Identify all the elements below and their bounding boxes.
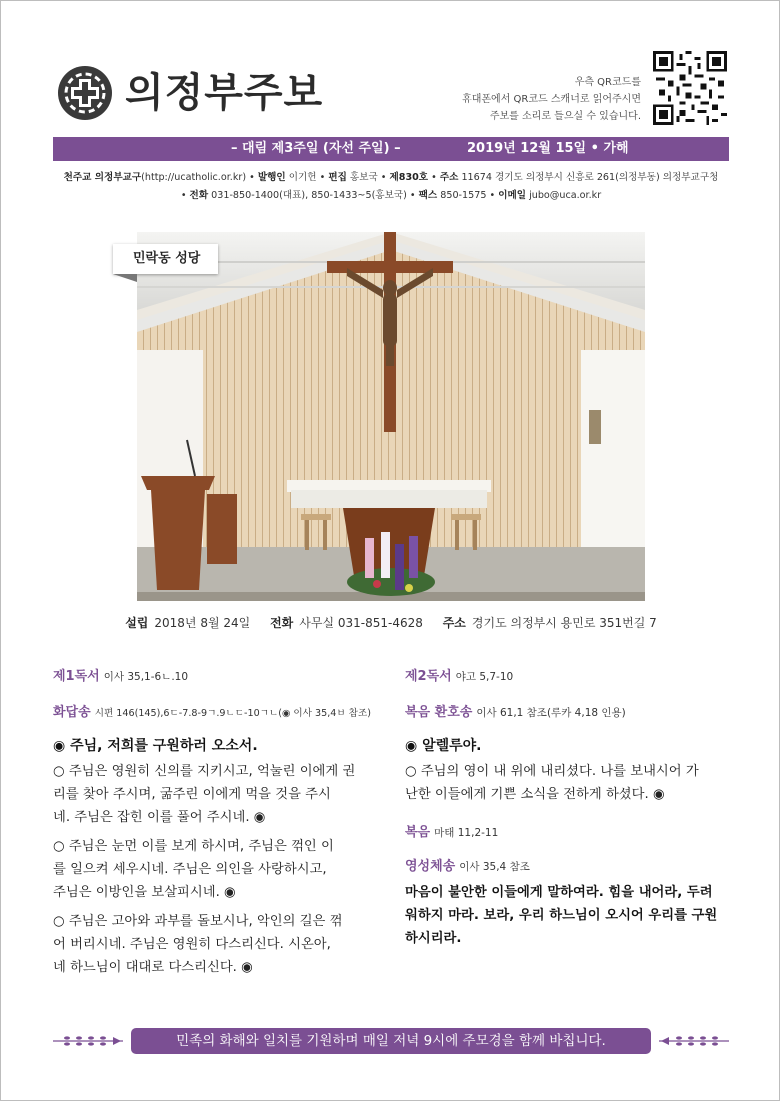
acclamation-verse: ○ 주님의 영이 내 위에 내리셨다. 나를 보내시어 가 난한 이들에게 기쁜 소식을 전하게 하셨다. ◉ [405,764,699,802]
communion-antiphon: 영성체송 이사 35,4 참조 [405,859,530,874]
qr-instructions: 우측 QR코드를 휴대폰에서 QR코드 스캐너로 읽어주시면 주보를 소리로 들으실 수 있습니다. [462,77,641,122]
tag-fold [113,274,137,282]
publisher-info-line1: 천주교 의정부교구(http://ucatholic.or.kr) • 발행인 이기헌 • 편집 홍보국 • 제830호 • 주소 11674 경기도 의정부시 신흥로 261(의정부동) 의정부교구청 [63,172,719,183]
diocese-logo-icon [57,65,113,121]
psalm-verse-1: ○ 주님은 영원히 신의를 지키시고, 억눌린 이에게 권 리를 찾아 주시며, 굶주린 이에게 먹을 것을 주시 네. 주님은 잡힌 이를 풀어 주시네. ◉ [53,764,356,825]
bulletin-date: 2019년 12월 15일 • 가해 [467,141,629,156]
gospel: 복음 마태 11,2-11 [405,825,499,840]
psalm-response: ◉ 주님, 저희를 구원하러 오소서. [53,738,258,754]
church-name-tag: 민락동 성당 [113,244,218,274]
vine-ornament-right-icon [659,1034,729,1048]
communion-text: 마음이 불안한 이들에게 말하여라. 힘을 내어라, 두려 워하지 마라. 보라, 우리 하느님이 오시어 우리를 구원 하시리라. [405,885,718,946]
church-interior-photo [137,232,645,601]
liturgical-date-banner [53,137,729,161]
acclamation-response: ◉ 알렐루야. [405,738,482,754]
prayer-banner: 민족의 화해와 일치를 기원하며 매일 저녁 9시에 주모경을 함께 바칩니다. [131,1028,651,1054]
responsorial-psalm: 화답송 시편 146(145),6ㄷ-7.8-9ㄱ.9ㄴㄷ-10ㄱㄴ(◉ 이사 35,4ㅂ 참조) [53,705,371,720]
publisher-info-line2: • 전화 031-850-1400(대표), 850-1433~5(홍보국) • 팩스 850-1575 • 이메일 jubo@uca.or.kr [180,190,602,201]
psalm-verse-3: ○ 주님은 고아와 과부를 돌보시나, 악인의 길은 꺾 어 버리시네. 주님은 영원히 다스리신다. 시온아, 네 하느님이 대대로 다스리신다. ◉ [53,914,343,975]
sunday-title: – 대림 제3주일 (자선 주일) – [231,141,401,156]
first-reading: 제1독서 이사 35,1-6ㄴ.10 [53,669,189,684]
qr-code-icon[interactable] [653,51,727,125]
second-reading: 제2독서 야고 5,7-10 [405,669,514,684]
church-info-caption: 설립 2018년 8월 24일 전화 사무실 031-851-4628 주소 경기도 의정부시 용민로 351번길 7 [125,616,657,630]
bulletin-title: 의정부주보 [125,69,324,116]
psalm-verse-2: ○ 주님은 눈먼 이를 보게 하시며, 주님은 꺾인 이 를 일으켜 세우시네. 주님은 의인을 사랑하시고, 주님은 이방인을 보살피시네. ◉ [53,839,334,900]
gospel-acclamation: 복음 환호송 이사 61,1 참조(루카 4,18 인용) [405,705,626,720]
vine-ornament-left-icon [53,1034,123,1048]
